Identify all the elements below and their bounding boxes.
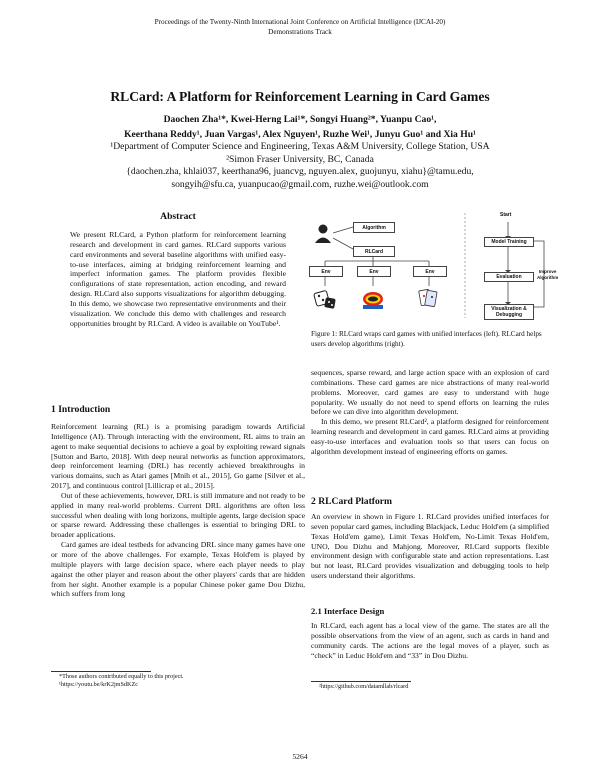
figure-rlcard-box: RLCard — [353, 246, 395, 257]
affiliations — [40, 141, 560, 191]
venue-line-2: Demonstrations Track — [268, 27, 332, 36]
figure-improve-label — [537, 269, 558, 281]
figure-env-box-2: Env — [357, 266, 391, 277]
figure-algorithm-box: Algorithm — [353, 222, 395, 233]
right-paragraph-3: An overview in shown in Figure 1. RLCard provides unified interfaces for seven popular card games, including Blackjack, Leduc Hold'em (a simplified Texas Hold'em game), Limit Texas Hold'em, No-Limit Texas Hold'em, UNO, Dou Dizhu and Mahjong. Moreover, RLCard supports flexible environment design with configurable state and action representations. Last but not least, RLCard provides visualization and debugging tools to help users understand their algorithms. — [311, 512, 549, 581]
page-number: 5264 — [292, 752, 308, 761]
subsection-2-1-body — [311, 621, 549, 660]
right-paragraph-4: In RLCard, each agent has a local view of the game. The states are all the possible observations from the view of an agent, such as cards in hand and community cards. The actions are the legal moves of a player, such as “check” in Leduc Hold'em and “33” in Dou Dizhu. — [311, 621, 549, 660]
footnotes-left — [51, 673, 305, 689]
figure-env-box-3: Env — [413, 266, 447, 277]
figure-visualization-box — [484, 304, 534, 320]
intro-body — [51, 422, 305, 599]
section-2-body — [311, 512, 549, 581]
abstract-text — [70, 230, 286, 328]
dice-icon — [314, 290, 336, 308]
footnote-rule-right — [311, 681, 411, 682]
author-line-2: Keerthana Reddy¹, Juan Vargas¹, Alex Nguyen¹, Ruzhe Wei¹, Junyu Guo¹ and Xia Hu¹ — [124, 128, 476, 140]
figure-1 — [305, 208, 559, 323]
emails-line-2: songyih@sfu.ca, yuanpucao@gmail.com, ruzhe.wei@outlook.com — [171, 178, 429, 190]
author-line-1: Daochen Zha¹*, Kwei-Herng Lai¹*, Songyi Huang²*, Yuanpu Cao¹, — [163, 114, 437, 125]
figure-improve-word: Improve — [538, 269, 557, 274]
author-list — [40, 113, 560, 142]
footnote-video-url: ¹https://youtu.be/krK2jmSdKZc — [59, 681, 139, 688]
figure-env-box-1: Env — [309, 266, 343, 277]
figure-evaluation-box: Evaluation — [484, 272, 534, 282]
venue-line-1: Proceedings of the Twenty-Ninth International Joint Conference on Artificial Intelligence (IJCAI-20) — [154, 18, 446, 26]
figure-improve-algorithm-word: Algorithm — [537, 275, 559, 280]
intro-paragraph-2: Out of these achievements, however, DRL is still immature and not ready to be applied in many real-world problems. Current DRL algorithms are often less successful when dealing with long horizons, multiple agents, large decision space or sparse reward. Addressing these challenges is essential to bringing DRL to broader applications. — [51, 490, 305, 540]
right-paragraph-1: sequences, sparse reward, and large action space with an explosion of card combinations. These card games are nice abstractions of many real-world problems. Moreover, card games are easy to understand with huge popularity. We usually do not need to spend efforts on learning the rules before we can dive into algorithm development. — [311, 368, 549, 417]
figure-visualization-label: Visualization & — [491, 306, 527, 312]
user-icon — [315, 225, 331, 244]
playing-cards-icon — [419, 289, 437, 306]
abstract-heading: Abstract — [160, 211, 196, 222]
footnote-github-url: ²https://github.com/datamllab/rlcard — [319, 683, 409, 690]
section-2-heading: 2 RLCard Platform — [311, 496, 392, 507]
venue-header — [0, 18, 600, 37]
intro-paragraph-1: Reinforcement learning (RL) is a promising paradigm towards Artificial Intelligence (AI). Through interacting with the environment, RL aims to train an agent to make sequential decisions to achieve a goal by exploiting reward signals [Sutton and Barto, 2018]. With deep neural networks as function approximators, deep reinforcement learning (DRL) has recently achieved breakthroughs in various domains, such as Atari games [Mnih et al., 2015], Go game [Silver et al., 2017], and continuous control [Lillicrap et al., 2015]. — [51, 422, 305, 491]
abstract-paragraph: We present RLCard, a Python platform for reinforcement learning research and development in card games. RLCard supports various card environments and several baseline algorithms with unified easy-to-use interfaces, aiming at bridging reinforcement learning and imperfect information games. The platform provides flexible configurations of state representation, action encoding, and reward design. RLCard also supports visualizations for algorithm debugging. In this demo, we showcase two representative environments and their visualization. We conclude this demo with challenges and research opportunities brought by RLCard. A video is available on YouTube¹. — [70, 230, 286, 328]
paper-title: RLCard: A Platform for Reinforcement Learning in Card Games — [110, 89, 490, 104]
intro-heading: 1 Introduction — [51, 404, 111, 415]
affiliation-1: ¹Department of Computer Science and Engineering, Texas A&M University, College Station, USA — [110, 141, 490, 152]
figure-caption: Figure 1: RLCard wraps card games with unified interfaces (left). RLCard helps users develop algorithms (right). — [311, 330, 542, 348]
right-paragraph-2: In this demo, we present RLCard², a platform designed for reinforcement learning research and development in card games. RLCard aims at providing easy-to-use interfaces and evaluation tools so that users can focus on algorithm development instead of engineering efforts on games. — [311, 417, 549, 456]
emails-line-1: {daochen.zha, khlai037, keerthana96, juancvg, nguyen.alex, guojunyu, xiahu}@tamu.edu, — [126, 166, 474, 178]
footnote-rule-left — [51, 671, 151, 672]
figure-model-training-box: Model Training — [484, 237, 534, 247]
right-column-body — [311, 368, 549, 457]
intro-paragraph-3: Card games are ideal testbeds for advancing DRL since many games have one or more of the above challenges. For example, Texas Hold'em is played by multiple players with large decision space, where each player needs to play against the other player and reason about the other players' cards that are hidden from her sight. Another example is a popular Chinese poker game Dou Dizhu, which suffers from long — [51, 540, 305, 599]
figure-debugging-label: Debugging — [495, 312, 523, 318]
figure-start-label: Start — [500, 212, 512, 218]
uno-logo-icon — [363, 292, 383, 309]
footnote-equal-contribution: *Those authors contributed equally to this project. — [59, 673, 184, 680]
affiliation-2: ²Simon Fraser University, BC, Canada — [226, 153, 374, 165]
subsection-2-1-heading: 2.1 Interface Design — [311, 606, 385, 616]
